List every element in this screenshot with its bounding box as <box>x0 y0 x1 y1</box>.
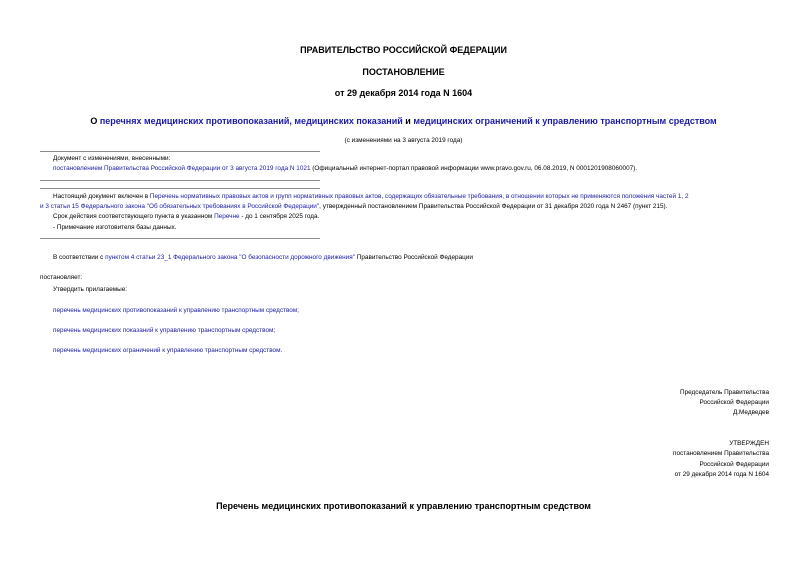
decides-label: постановляет: <box>40 274 83 281</box>
inclusion-text-2: , утвержденный постановлением Правительства Российской Федерации от 31 декабря 2020 года N 2467 (пункт 215). <box>319 203 668 210</box>
government-heading: ПРАВИТЕЛЬСТВО РОССИЙСКОЙ ФЕДЕРАЦИИ <box>300 45 507 55</box>
document-date-number: от 29 декабря 2014 года N 1604 <box>334 88 473 98</box>
divider-inclusion-bottom <box>40 238 320 239</box>
list-reference-link[interactable]: Перечне <box>214 213 240 220</box>
signature-position: Председатель Правительства <box>680 389 769 396</box>
divider-top <box>40 151 320 152</box>
amendments-note: (с изменениями на 3 августа 2019 года) <box>344 137 463 144</box>
title-link-contraindications[interactable]: перечнях медицинских противопоказаний, медицинских показаний <box>99 116 403 126</box>
traffic-law-link[interactable]: пунктом 4 статьи 23_1 Федерального закона "О безопасности дорожного движения" <box>105 254 355 261</box>
inclusion-line-1 <box>53 193 689 200</box>
divider-inclusion-top <box>40 188 320 189</box>
inclusion-line-3 <box>53 213 319 220</box>
approval-line-3: Российской Федерации <box>699 461 769 468</box>
list-item-contraindications[interactable]: перечень медицинских противопоказаний к управлению транспортным средством; <box>53 307 299 314</box>
signature-name: Д.Медведев <box>732 409 769 416</box>
intro-paragraph <box>53 254 473 261</box>
changes-intro: Документ с изменениями, внесенными: <box>53 155 171 162</box>
changes-publication: (Официальный интернет-портал правовой информации www.pravo.gov.ru, 06.08.2019, N 0001201908060007). <box>310 165 638 172</box>
intro-prefix: В соответствии с <box>53 254 106 261</box>
amending-resolution-link[interactable]: постановлением Правительства Российской Федерации от 3 августа 2019 года N 1021 <box>53 165 311 172</box>
changes-reference <box>53 165 637 172</box>
inclusion-text-3: Срок действия соответствующего пункта в указанном <box>53 213 215 220</box>
divider-middle <box>40 180 320 181</box>
list-item-indications[interactable]: перечень медицинских показаний к управлению транспортным средством; <box>53 327 276 334</box>
inclusion-text-4: - до 1 сентября 2025 года. <box>239 213 320 220</box>
list-item-limitations[interactable]: перечень медицинских ограничений к управлению транспортным средством. <box>53 347 283 354</box>
intro-suffix: Правительство Российской Федерации <box>354 254 473 261</box>
inclusion-list-link[interactable]: Перечень нормативных правовых актов и групп нормативных правовых актов, содержащих обязательные требования, в отношении которых не применяются положения частей 1, 2 <box>149 193 689 200</box>
document-type: ПОСТАНОВЛЕНИЕ <box>362 67 445 77</box>
signature-country: Российской Федерации <box>699 399 769 406</box>
title-prefix: О <box>90 116 100 126</box>
federal-law-link[interactable]: и 3 статьи 15 Федерального закона "Об обязательных требованиях в Российской Федерации" <box>40 203 320 210</box>
list-title: Перечень медицинских противопоказаний к управлению транспортным средством <box>216 501 591 511</box>
document-title <box>0 116 807 126</box>
approve-label: Утвердить прилагаемые: <box>53 286 128 293</box>
inclusion-text-1: Настоящий документ включен в <box>53 193 150 200</box>
approval-line-4: от 29 декабря 2014 года N 1604 <box>674 471 769 478</box>
title-mid: и <box>402 116 414 126</box>
inclusion-line-2 <box>40 203 667 210</box>
title-link-limitations[interactable]: медицинских ограничений к управлению транспортным средством <box>413 116 717 126</box>
approval-line-2: постановлением Правительства <box>673 450 769 457</box>
approval-heading: УТВЕРЖДЕН <box>729 440 769 447</box>
database-note: - Примечание изготовителя базы данных. <box>53 224 177 231</box>
